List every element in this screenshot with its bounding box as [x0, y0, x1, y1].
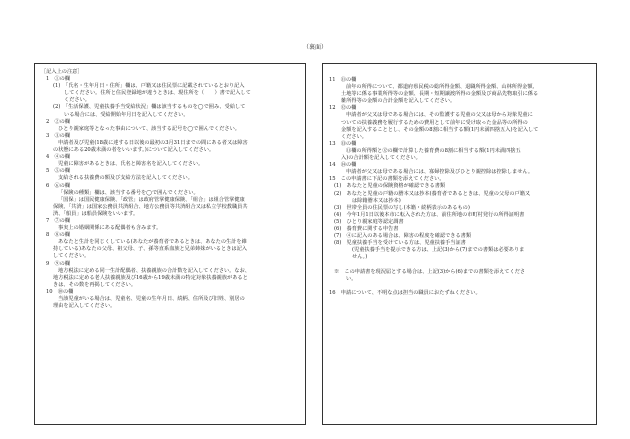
note-line: 理由を記入してください。 [53, 303, 116, 310]
attachment-item-cont: は除籍謄本又は抄本) [352, 197, 401, 204]
note-line: 支給される扶養費の額及び支給方法を記入してください。 [58, 175, 193, 182]
note-line: 申請者及び児童(18歳に達する日以後の最初の3月31日までの間にある者又は障害 [58, 139, 248, 146]
note-line: ください。 [341, 133, 367, 140]
attachment-item: (6) 養育費に関する申告書 [334, 225, 399, 232]
attachment-item-cont: せん。) [352, 254, 368, 261]
note-line: 「国保」は国民健康保険、「政管」は政府管掌健康保険、「組合」は組合管掌健康 [58, 196, 245, 203]
note-heading-6: 6 ⑥の欄 [46, 182, 71, 189]
note-line: 雑所得等の金額の合計金額を記入してください。 [341, 98, 456, 105]
note-heading-7: 7 ⑦の欄 [46, 217, 71, 224]
attachment-item: (8) 児童扶養手当を受けている方は、児童扶養手当証書 [334, 240, 466, 247]
note-line: 入)の合計額を記入してください。 [341, 155, 421, 162]
renewal-note: ※ この申請書を現況届とする場合は、上記(3)から(6)までの書類を添えてくださ [334, 268, 526, 275]
note-heading-4: 4 ④の欄 [46, 154, 71, 161]
note-line: 地方税法に定める老人扶養親族及び16歳から19歳未満の特定対象扶養親族があると [53, 274, 248, 281]
page-side-label: （裏面） [302, 44, 327, 51]
note-heading-13: 13 ⑬の欄 [329, 140, 357, 147]
note-heading-10: 10 ⑩の欄 [46, 288, 74, 295]
note-line: 当該児童がいる場合は、児童名、児童の生年月日、続柄、住所及び旧姓、別居の [58, 296, 245, 302]
note-line: 前年の所得について、都道府県民税の総所得金額、退職所得金額、山林所得金額、 [346, 84, 538, 91]
note-line: ⑪欄の所得額と⑫の欄で計算した養育費の8割に相当する額(1円未満四捨五 [346, 147, 521, 154]
note-line: (2) 「生活保護、児童扶養手当受給状況」欄は該当するものを◯で囲み、受給して [53, 104, 246, 111]
attachment-item: (4) 今年1月1日以後本市に転入された方は、前住所地の市町村発行の所得証明書 [334, 211, 525, 218]
note-line: 持している)あなたの父母、祖父母、子、孫等直系血族と兄弟姉妹がいるときは記入 [53, 246, 247, 253]
note-line: ください。 [64, 97, 90, 104]
note-heading-12: 12 ⑫の欄 [329, 105, 357, 112]
note-line: (1) 「氏名・生年月日・住所」欄は、戸籍又は住民票に記載されているとおり記入 [53, 83, 245, 90]
note-heading-9: 9 ⑨の欄 [46, 260, 71, 267]
note-line: の状態にある20歳未満の者をいいます。)について記入してください。 [53, 147, 215, 154]
note-line: 土地等に係る事業所得等の金額、長期・短期譲渡所得の金額及び商品先物取引に係る [341, 91, 539, 98]
attachment-item: (3) 世帯全員の住民票の写し(本籍・続柄表示のあるもの) [334, 204, 470, 211]
attachment-item: (5) ひとり親家庭等認定調書 [334, 218, 404, 225]
note-heading-14: 14 ⑭の欄 [329, 162, 357, 169]
note-line: あなたと生計を同じくしている(あなたが養育者であるときは、あなたの生計を維 [58, 239, 247, 246]
note-line: 金額を記入することとし、その金額の8割に相当する額(1円未満四捨五入)を記入して [341, 126, 539, 133]
note-line: してください。住所と住民登録地が違うときは、現住所を（ ）書で記入して [64, 90, 251, 97]
note-heading-15: 15 この申請書に下記の書類を添えてください。 [329, 176, 445, 183]
note-line: いる場合には、受給開始年月日を記入してください。 [64, 111, 189, 118]
note-line: 済、「船員」は船員保険をいいます。 [53, 210, 139, 217]
note-line: 申請者が父又は母である場合には、寡婦控除及びひとり親控除は控除しません。 [346, 169, 534, 176]
notes-heading: ［記入上の注意］ [41, 69, 83, 75]
attachment-item: (1) あなたと児童の保険資格が確認できる書類 [334, 183, 446, 190]
note-line: ついての扶養義務を履行するための費用として前年に受け取った金品等の所得の [341, 119, 528, 126]
notes-right-column [322, 63, 597, 425]
note-heading-1: 1 ①の欄 [46, 76, 71, 83]
attachment-item-cont: (児童扶養手当を提示できる方は、上記(3)から(7)までの書類は必要ありま [352, 247, 525, 254]
note-heading-8: 8 ⑧の欄 [46, 232, 71, 239]
note-line: してください。 [53, 253, 90, 260]
note-line: ひとり親家庭等となった事由について、該当する記号を◯で囲んでください。 [58, 125, 240, 132]
attachment-item: (7) ④に記入のある場合は、障害の程度を確認できる書類 [334, 233, 472, 240]
spacer [329, 283, 590, 290]
note-line: 保険、「共済」は国家公務員共済組合、地方公務員等共済組合又は私立学校教職員共 [53, 203, 248, 210]
note-heading-5: 5 ⑤の欄 [46, 168, 71, 175]
notes-left-column [34, 63, 306, 425]
attachment-item: (2) あなたと児童の戸籍の謄本又は抄本(養育者であるときは、児童の父母の戸籍又 [334, 190, 531, 197]
note-heading-11: 11 ⑪の欄 [329, 77, 357, 83]
renewal-note-cont: い。 [346, 275, 357, 282]
note-heading-16: 16 申請について、不明な点は担当の職員におたずねください。 [329, 289, 481, 296]
spacer [329, 261, 590, 268]
note-line: 「保険の種類」欄は、該当する番号を◯で囲んでください。 [58, 189, 199, 196]
note-line: 児童に障害があるときは、氏名と障害名を記入してください。 [58, 161, 204, 168]
note-line: 申請者が父又は母である場合には、その監護する児童の父又は母から対象児童に [346, 112, 533, 119]
note-heading-3: 3 ③の欄 [46, 132, 71, 139]
note-heading-2: 2 ②の欄 [46, 118, 71, 125]
note-line: きは、その数を再掲してください。 [53, 281, 137, 288]
note-line: 地方税法に定める同一生計配偶者、扶養親族の合計数を記入してください。なお、 [58, 267, 250, 274]
note-line: 事実上の婚姻関係にある配偶者も含みます。 [58, 225, 162, 232]
